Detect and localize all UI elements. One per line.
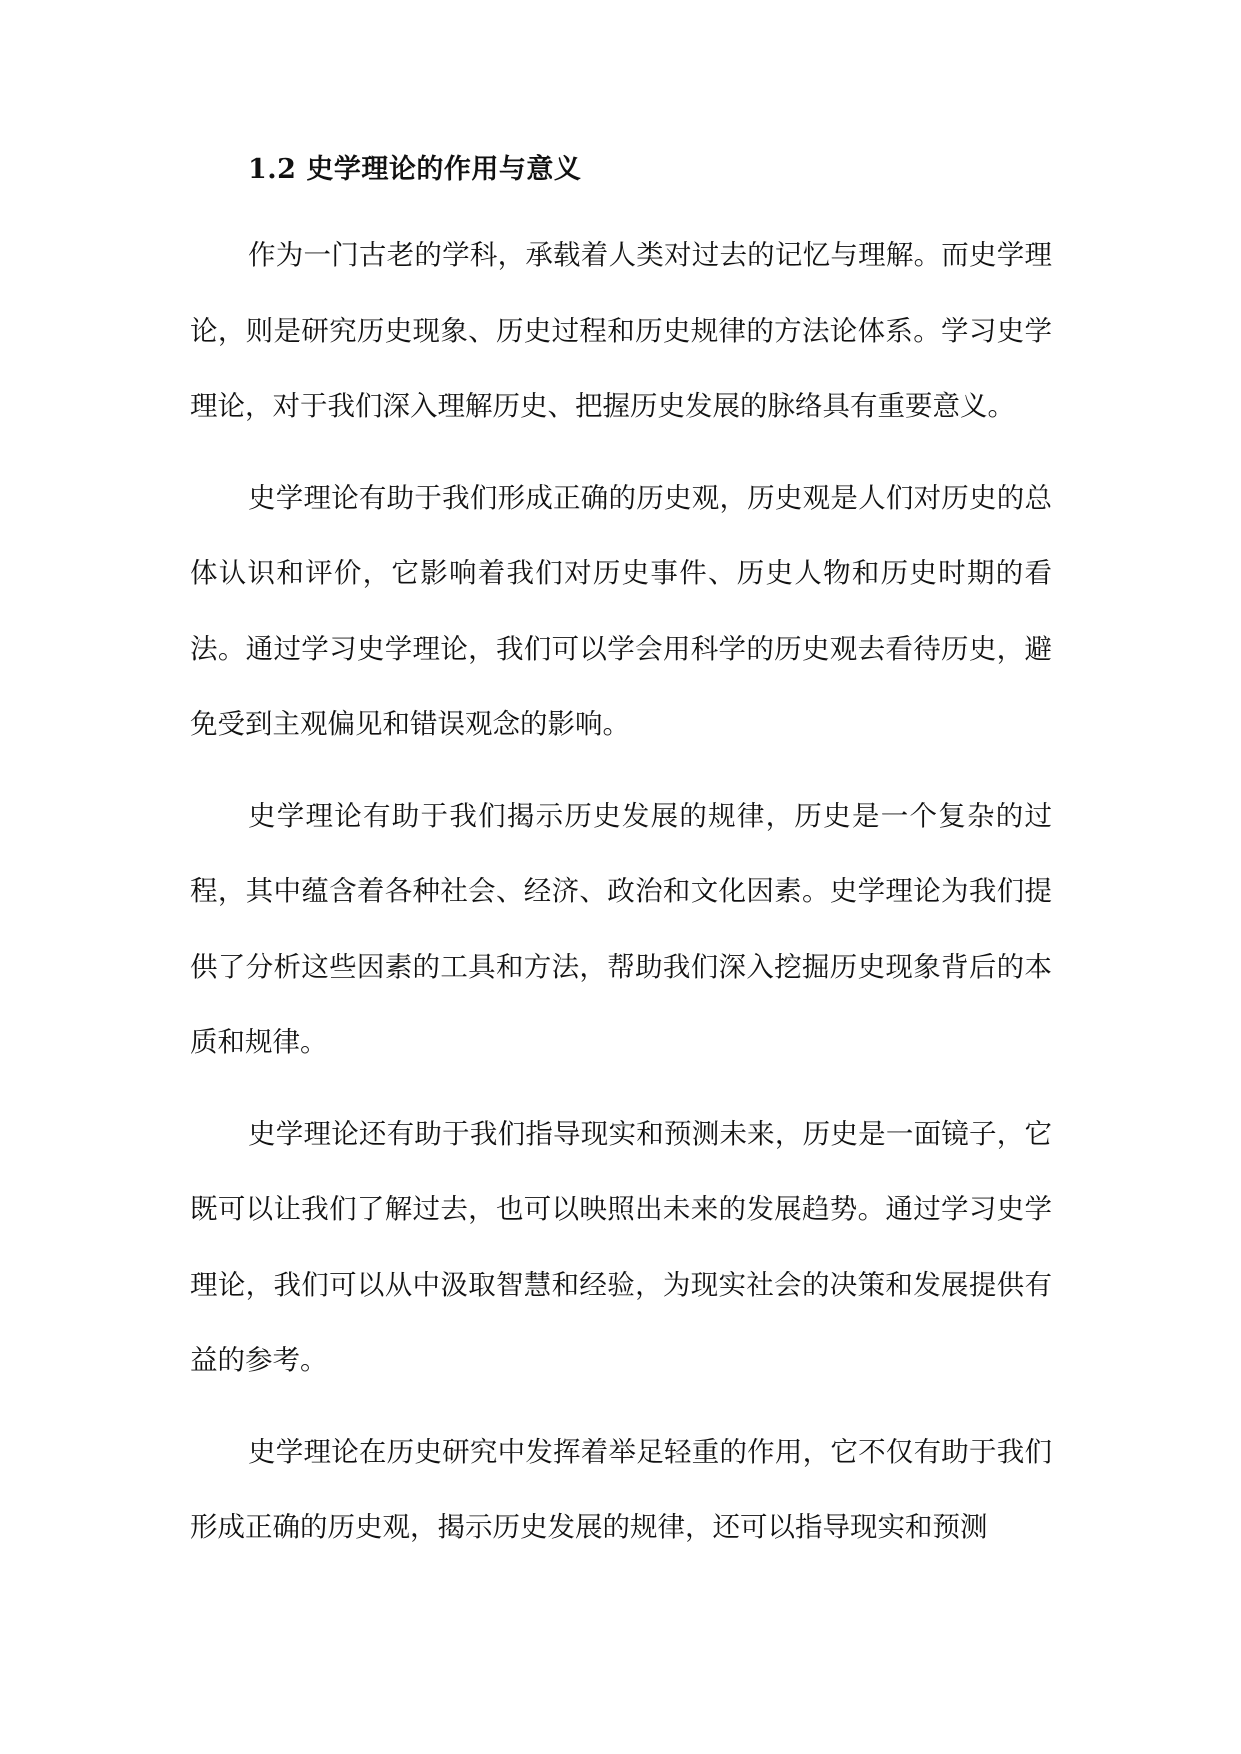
paragraph-guide-future: 史学理论还有助于我们指导现实和预测未来，历史是一面镜子，它既可以让我们了解过去，也可以映照出未来的发展趋势。通过学习史学理论，我们可以从中汲取智慧和经验，为现实社会的决策和发展提供有益的参考。 bbox=[190, 1117, 1052, 1376]
page-content bbox=[190, 140, 1052, 1582]
section-heading: 1.2 史学理论的作用与意义 bbox=[248, 154, 582, 185]
paragraph-historical-view: 史学理论有助于我们形成正确的历史观，历史观是人们对历史的总体认识和评价，它影响着我们对历史事件、历史人物和历史时期的看法。通过学习史学理论，我们可以学会用科学的历史观去看待历史，避免受到主观偏见和错误观念的影响。 bbox=[190, 481, 1052, 740]
paragraph-summary: 史学理论在历史研究中发挥着举足轻重的作用，它不仅有助于我们形成正确的历史观，揭示历史发展的规律，还可以指导现实和预测 bbox=[190, 1435, 1052, 1543]
paragraph-historical-laws: 史学理论有助于我们揭示历史发展的规律，历史是一个复杂的过程，其中蕴含着各种社会、经济、政治和文化因素。史学理论为我们提供了分析这些因素的工具和方法，帮助我们深入挖掘历史现象背后的本质和规律。 bbox=[190, 799, 1052, 1058]
paragraph-intro: 作为一门古老的学科，承载着人类对过去的记忆与理解。而史学理论，则是研究历史现象、历史过程和历史规律的方法论体系。学习史学理论，对于我们深入理解历史、把握历史发展的脉络具有重要意义。 bbox=[190, 239, 1052, 422]
